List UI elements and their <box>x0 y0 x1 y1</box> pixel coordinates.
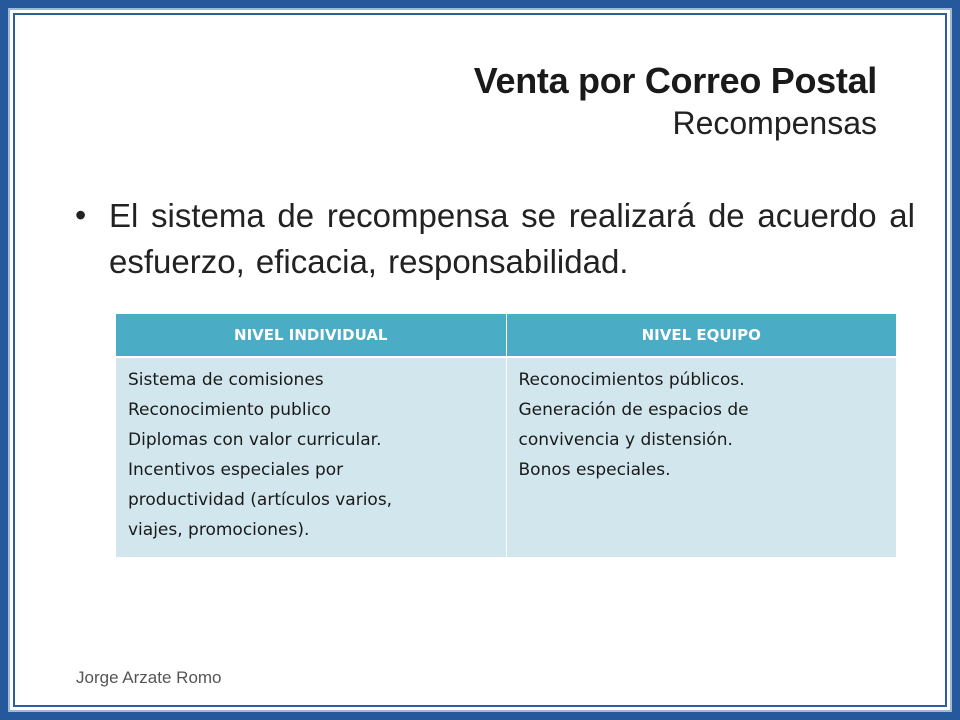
bullet-text: El sistema de recompensa se realizará de acuerdo al esfuerzo, eficacia, responsabilidad. <box>109 197 915 280</box>
list-item: Generación de espacios de <box>518 400 749 420</box>
list-item: Diplomas con valor curricular. <box>128 430 382 450</box>
table-header-row <box>116 314 896 357</box>
slide-subtitle: Recompensas <box>672 105 877 141</box>
cell-team <box>506 357 896 557</box>
list-item: Sistema de comisiones <box>128 370 324 390</box>
list-item: viajes, promociones). <box>128 520 310 540</box>
bullet-item <box>75 193 915 285</box>
rewards-table <box>116 314 896 557</box>
content-panel <box>13 13 947 707</box>
list-item: Incentivos especiales por <box>128 460 344 480</box>
header-team: NIVEL EQUIPO <box>506 314 896 357</box>
list-item: productividad (artículos varios, <box>128 490 393 510</box>
header-individual: NIVEL INDIVIDUAL <box>116 314 506 357</box>
bullet-dot-icon: • <box>75 197 87 233</box>
cell-individual <box>116 357 506 557</box>
footer-author: Jorge Arzate Romo <box>76 668 222 687</box>
list-item: Reconocimiento publico <box>128 400 332 420</box>
list-item: Bonos especiales. <box>518 460 671 480</box>
list-item: convivencia y distensión. <box>518 430 733 450</box>
table-row <box>116 357 896 557</box>
list-item: Reconocimientos públicos. <box>518 370 745 390</box>
title-block <box>474 59 877 143</box>
slide-title: Venta por Correo Postal <box>473 60 877 101</box>
